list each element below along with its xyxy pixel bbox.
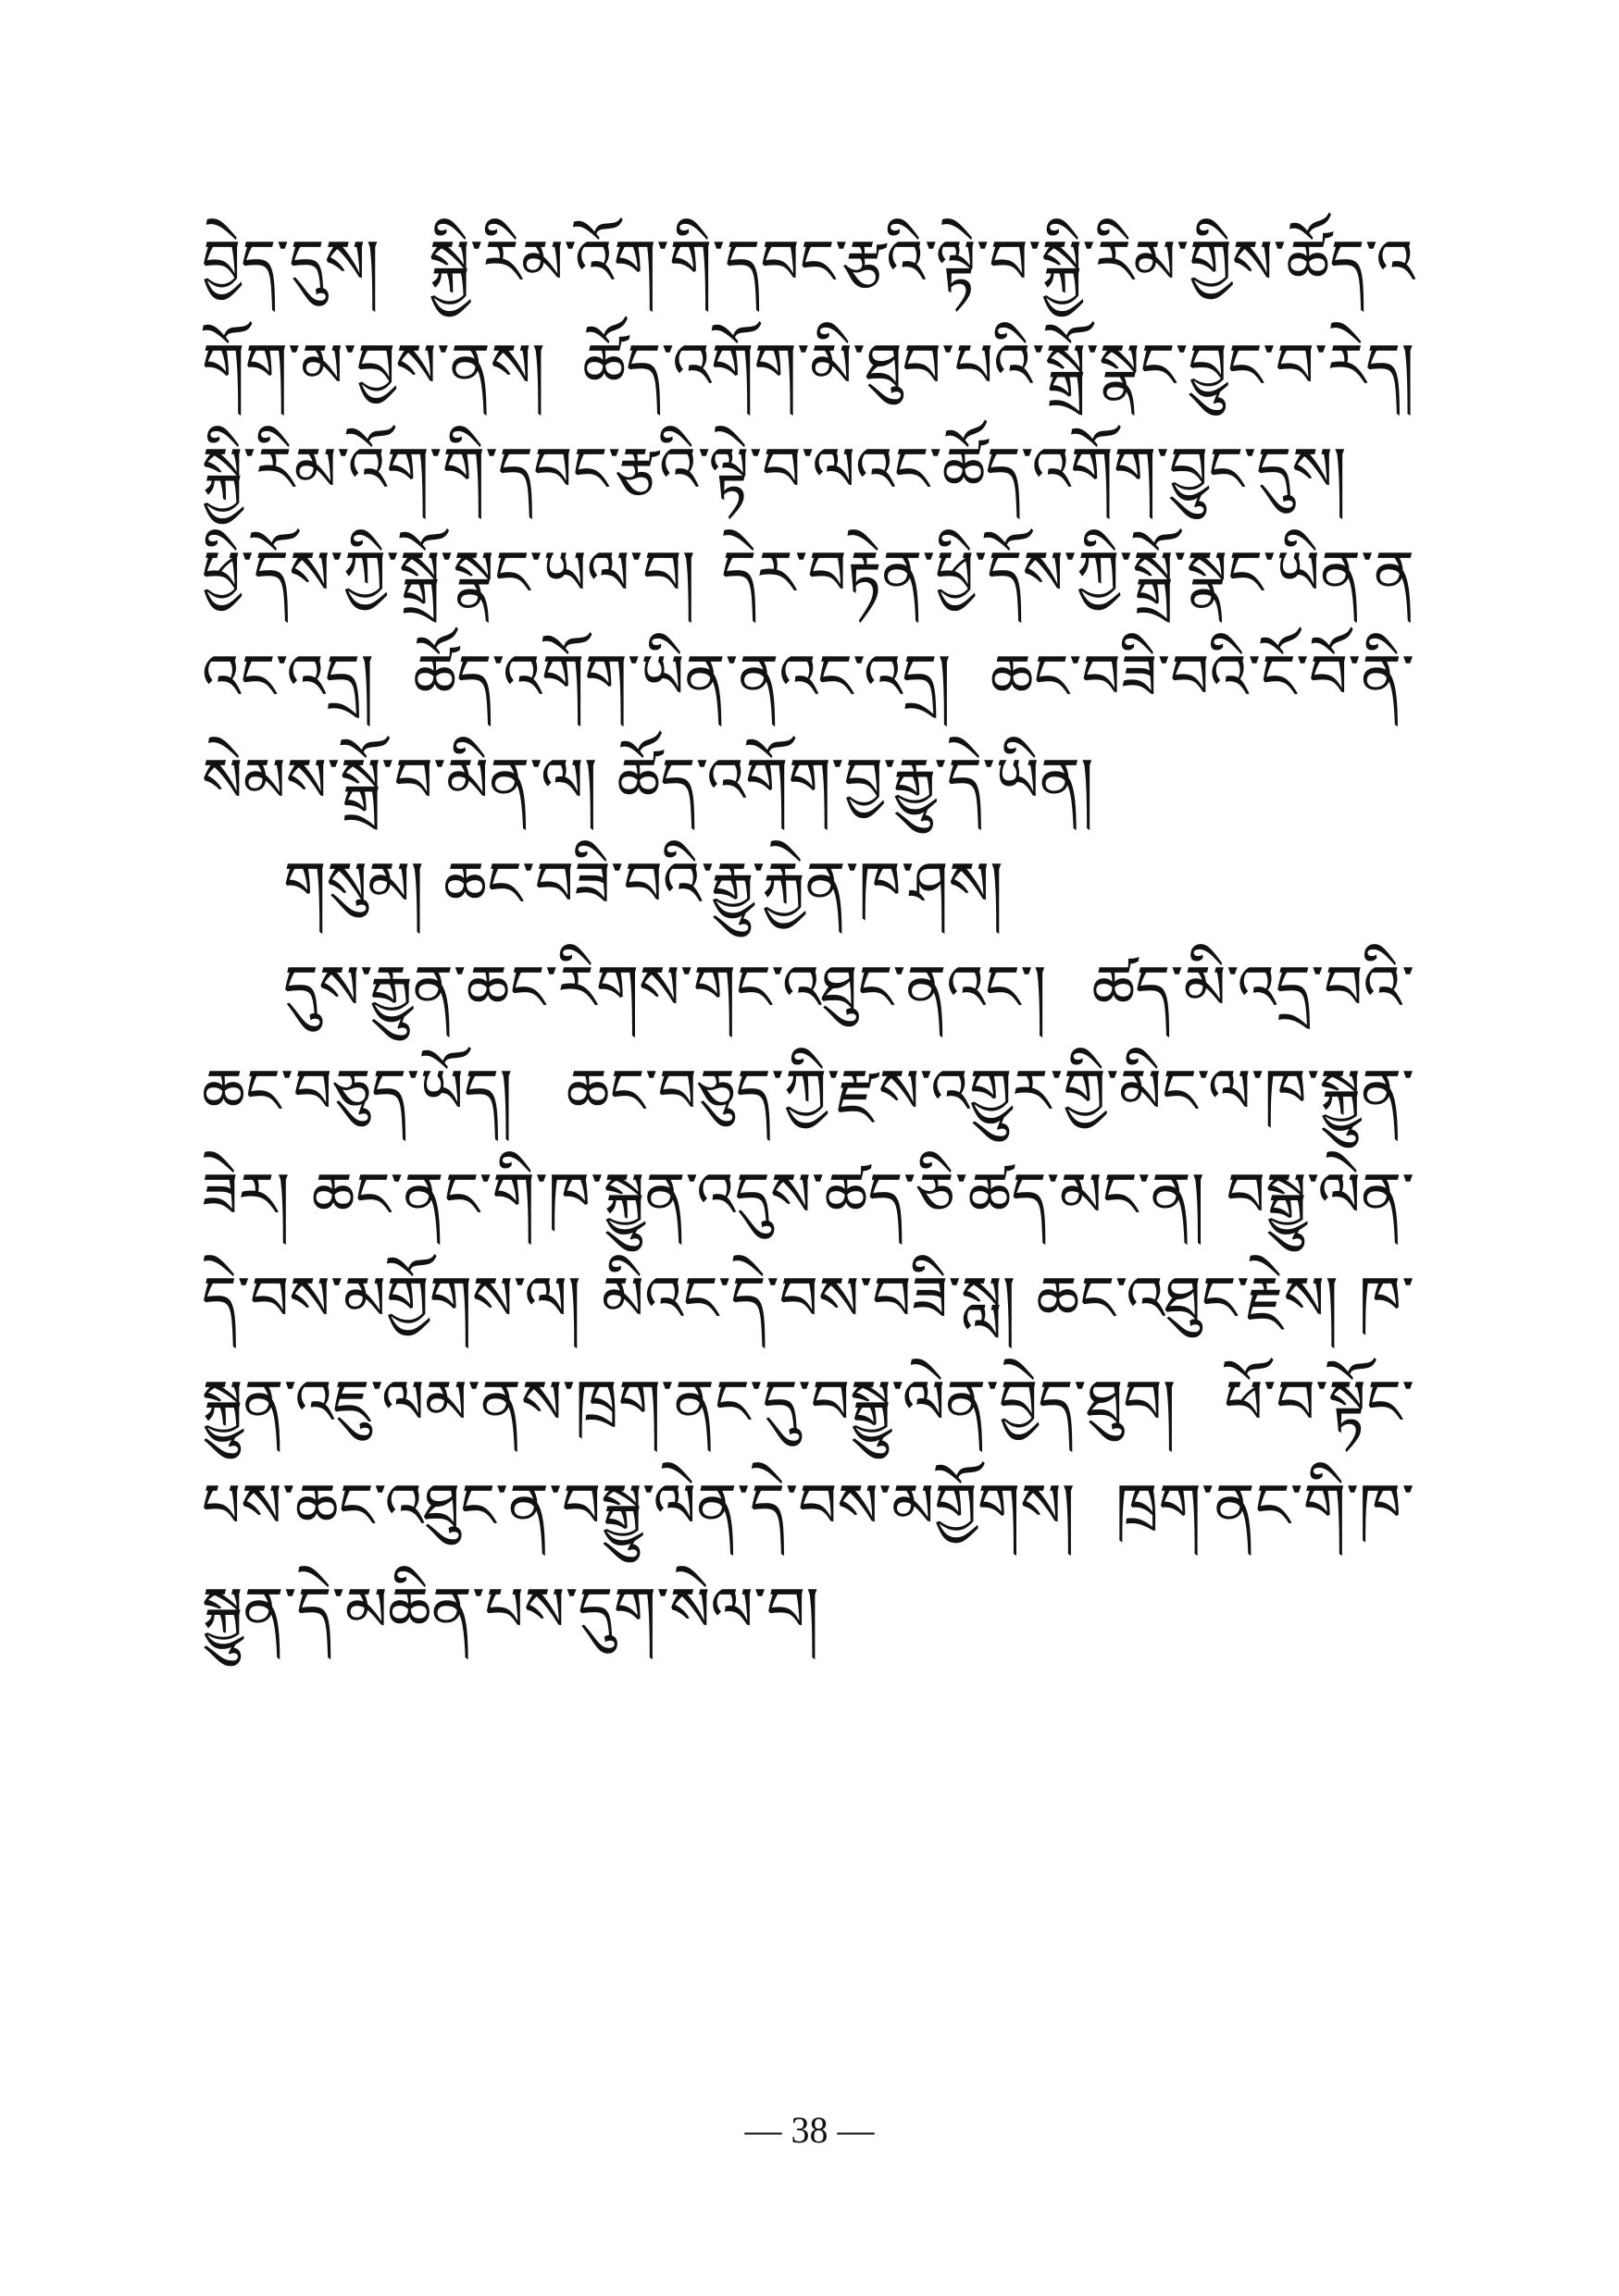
page-number: — 38 —	[744, 2109, 875, 2151]
paragraph-1: བྱེད་དུས། སྐྱི་རིམ་འོག་གི་དབང་རྩའི་ལྟེ་བ་སྐྱི་རིམ་གྱིས་ཚོད་འགོག་མ་བྱས་ནས། ཚོད་འགོག་མི་ཐུབ་པའི་སྒྲོ་སྣང་བྱུང་བ་རེད། སྐྱི་རིམ་འོག་གི་དབང་རྩའི་ལྟེ་བ་ལའང་ཚོད་འགོག་བྱུང་དུས། ཕྱི་དོས་ཀྱི་སྒྲོ་སྣང་ཡལ་བ། དེར་བརྟེན་ཕྱི་དོས་ཀྱི་སྒྲོ་སྣང་ཡིན་ནའང་འདྲ། ཚོད་འགོག་ཡིན་ནའང་འདྲ། ཆང་བཟི་བའི་ངོ་བོ་ནི་སེམས་སྒྲོ་བ་མིན་ལ། ཚོད་འགོག་བྱ་རྒྱུ་དེ་ཡིན།	[202, 227, 1414, 816]
body-text	[202, 211, 1414, 1662]
section-heading: གསུམ། ཆང་བཟི་བའི་རྒྱུ་རྐྱེན་ཁ་ཤས།	[283, 849, 1003, 920]
paragraph-2: དུས་རྒྱུན་ཆང་རིགས་གང་འཐུང་ནའང་། ཚད་མི་འདྲ་བའི་ཆང་བཅུད་ཡོད། ཆང་བཅུད་ཀྱི་རྫས་འགྱུར་གྱི་མིང་ལ་ཁ་སྐྱུན་ཟེར། ཆང་ནང་གི་ཁ་སྐྱུན་འདུས་ཚད་ཅི་ཚད་མང་ན། བསྒྱུ་ལེན་དེ་བས་མགྱོགས་ལ། མིའང་དེ་བས་བཟི་སླ། ཆང་འཐུང་རྗེས། ཁ་སྐྱུན་འཇུ་ལམ་ནས་ཁྲག་ནང་དུ་བསྒྱུ་ལེན་བྱེད་ཐུབ། ཕོ་བ་སྟོང་པས་ཆང་འཐུང་ན་བསྒྱུ་ལེན་དེ་བས་མགྱོགས། ཁྲག་ནང་གི་ཁ་སྐྱུན་དེ་མཆིན་པས་དུག་སེལ་བ།	[202, 952, 1414, 1645]
